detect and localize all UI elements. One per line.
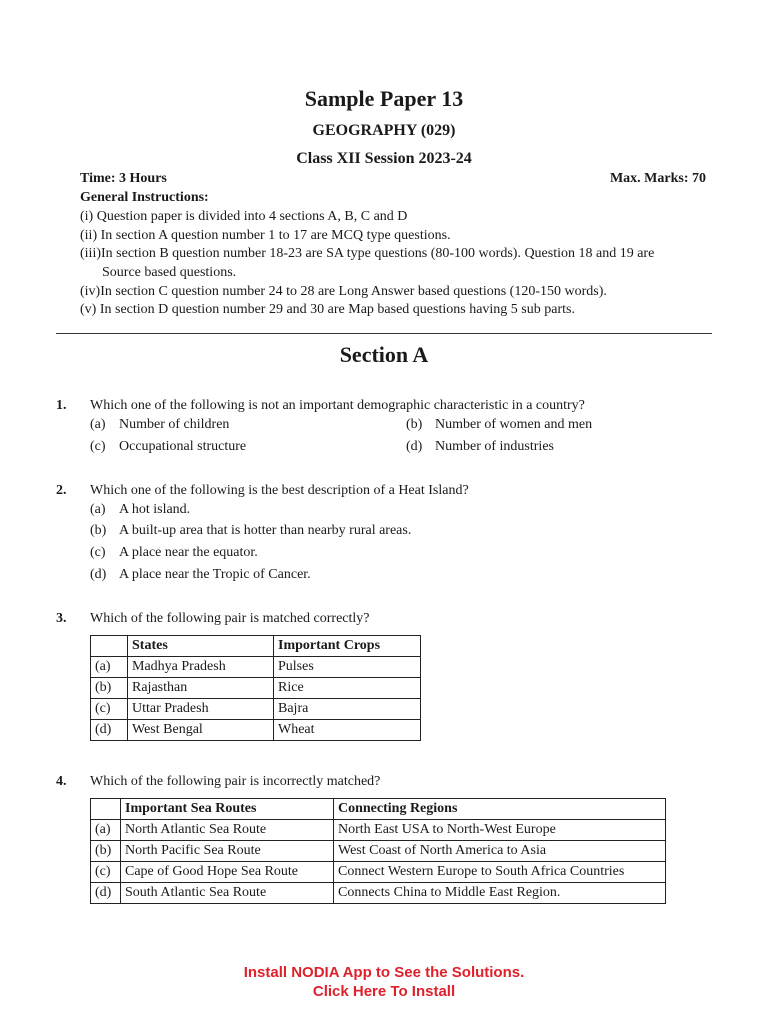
table-header-cell [91,636,128,657]
option [90,523,411,539]
question-number: 3. [56,611,67,626]
table-header-row [91,799,666,820]
option-label: (a) [90,417,106,432]
divider [56,333,712,334]
table-cell: (a) [91,820,121,841]
max-marks-label: Max. Marks: 70 [609,171,706,186]
table-row [91,883,666,904]
question-number: 4. [56,774,67,789]
table-row [91,720,421,741]
instruction-number: (v) [80,302,97,317]
table-header-cell: States [128,636,274,657]
option [406,439,554,455]
option [90,502,190,518]
time-label: Time: 3 Hours [80,171,167,186]
option-text: Number of industries [435,439,554,454]
table-cell: North Pacific Sea Route [121,841,334,862]
question-text: Which of the following pair is matched correctly? [90,611,370,626]
option-text: Number of women and men [435,417,593,432]
instruction-item [80,245,712,282]
table-cell: North Atlantic Sea Route [121,820,334,841]
click-to-install-link[interactable]: Click Here To Install [312,983,456,1000]
instruction-item [80,227,712,246]
option [90,545,258,561]
option [90,567,311,583]
option-label: (a) [90,502,106,517]
instruction-number: (iii) [80,246,101,261]
table-cell: Rice [274,678,421,699]
instruction-number: (ii) [80,228,98,243]
option-label: (d) [406,439,423,454]
table-cell: South Atlantic Sea Route [121,883,334,904]
crops-table [90,635,421,741]
table-cell: West Coast of North America to Asia [334,841,666,862]
table-cell: (a) [91,657,128,678]
instruction-item [80,208,712,227]
table-cell: (d) [91,720,128,741]
table-cell: Wheat [274,720,421,741]
table-header-cell: Connecting Regions [334,799,666,820]
table-cell: Uttar Pradesh [128,699,274,720]
option-label: (b) [406,417,423,432]
table-header-cell: Important Crops [274,636,421,657]
table-header-cell [91,799,121,820]
table-cell: Bajra [274,699,421,720]
table-row [91,699,421,720]
option-text: Number of children [119,417,230,432]
section-heading: Section A [339,342,429,367]
table-row [91,841,666,862]
table-row [91,657,421,678]
option [90,439,246,455]
option-text: A hot island. [119,502,191,517]
option-label: (c) [90,439,106,454]
table-cell: (c) [91,699,128,720]
question-text: Which one of the following is not an important demographic characteristic in a country? [90,398,585,413]
instruction-text: In section B question number 18-23 are SA type questions (80-100 words). Question 18 and 19 are [101,246,655,261]
table-cell: West Bengal [128,720,274,741]
table-row [91,678,421,699]
instruction-number: (iv) [80,284,101,299]
option [406,417,592,433]
install-app-link[interactable]: Install NODIA App to See the Solutions. [243,964,525,981]
option-text: A built-up area that is hotter than nearby rural areas. [119,523,412,538]
option-label: (d) [90,567,107,582]
instruction-text: In section A question number 1 to 17 are MCQ type questions. [100,228,451,243]
table-header-cell: Important Sea Routes [121,799,334,820]
instruction-text: In section D question number 29 and 30 are Map based questions having 5 sub parts. [99,302,575,317]
question-number: 2. [56,483,67,498]
table-cell: Rajasthan [128,678,274,699]
instruction-number: (i) [80,209,94,224]
option-label: (b) [90,523,107,538]
subject-title: GEOGRAPHY (029) [312,122,456,139]
question-text: Which of the following pair is incorrectly matched? [90,774,381,789]
table-cell: (c) [91,862,121,883]
instruction-continuation: Source based questions. [102,264,237,280]
instruction-text: Question paper is divided into 4 sections A, B, C and D [96,209,408,224]
instructions-heading: General Instructions: [80,190,209,205]
sea-routes-table [90,798,666,904]
table-row [91,862,666,883]
table-cell: Madhya Pradesh [128,657,274,678]
table-cell: Connect Western Europe to South Africa Countries [334,862,666,883]
option [90,417,229,433]
instruction-item [80,283,712,302]
question-number: 1. [56,398,67,413]
instruction-text: In section C question number 24 to 28 are Long Answer based questions (120-150 words). [100,284,607,299]
table-cell: (b) [91,841,121,862]
option-text: Occupational structure [119,439,247,454]
table-cell: Connects China to Middle East Region. [334,883,666,904]
option-label: (c) [90,545,106,560]
table-row [91,820,666,841]
table-header-row [91,636,421,657]
table-cell: North East USA to North-West Europe [334,820,666,841]
paper-title: Sample Paper 13 [304,86,464,111]
option-text: A place near the Tropic of Cancer. [119,567,311,582]
table-cell: Pulses [274,657,421,678]
question-text: Which one of the following is the best description of a Heat Island? [90,483,469,498]
table-cell: Cape of Good Hope Sea Route [121,862,334,883]
option-text: A place near the equator. [119,545,258,560]
session-title: Class XII Session 2023-24 [296,150,472,167]
table-cell: (b) [91,678,128,699]
instruction-item [80,301,712,320]
table-cell: (d) [91,883,121,904]
